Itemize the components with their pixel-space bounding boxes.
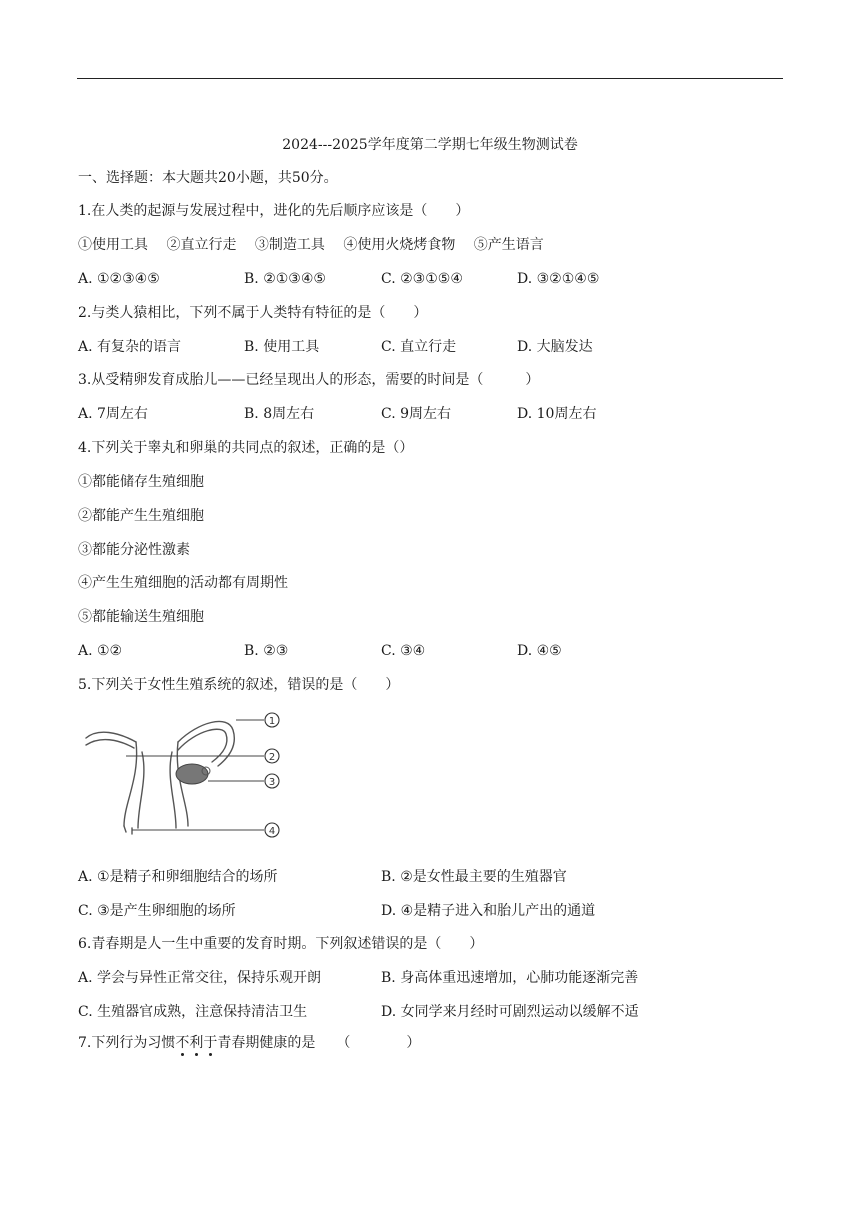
q2-option-a: A. 有复杂的语言 [78,339,182,355]
q7-emphasis-char: 于 [203,1035,218,1051]
q2-option-c: C. 直立行走 [381,339,457,355]
q1-option-d: D. ③②①④⑤ [517,271,600,287]
right-fallopian-tube [178,729,227,762]
q6-stem: 6.青春期是人一生中重要的发育时期。下列叙述错误的是（ ） [78,936,484,952]
q4-stem: 4.下列关于睾丸和卵巢的共同点的叙述，正确的是（） [78,440,414,456]
q1-option-a: A. ①②③④⑤ [78,271,160,287]
q5-option-c: C. ③是产生卵细胞的场所 [78,903,236,919]
q5-stem: 5.下列关于女性生殖系统的叙述，错误的是（ ） [78,677,400,693]
q1-stem: 1.在人类的起源与发展过程中，进化的先后顺序应该是（ ） [78,203,470,219]
q4-statement: ⑤都能输送生殖细胞 [78,609,204,625]
female-reproductive-system-diagram [78,708,298,838]
section-heading: 一、选择题：本大题共20小题，共50分。 [78,170,338,186]
q4-statement: ④产生生殖细胞的活动都有周期性 [78,575,288,591]
q6-option-b: B. 身高体重迅速增加，心肺功能逐渐完善 [381,970,639,986]
q4-statement: ②都能产生生殖细胞 [78,508,204,524]
q1-option-c: C. ②③①⑤④ [381,271,463,287]
q7-stem-before: 7.下列行为习惯 [78,1035,176,1051]
vagina [124,826,132,834]
q4-option-d: D. ④⑤ [517,643,562,659]
q2-stem: 2.与类人猿相比，下列不属于人类特有特征的是（ ） [78,305,428,321]
q5-option-d: D. ④是精子进入和胎儿产出的通道 [381,903,596,919]
q2-option-b: B. 使用工具 [244,339,320,355]
q6-option-d: D. 女同学来月经时可剧烈运动以缓解不适 [381,1004,639,1020]
uterus-inner [170,752,176,828]
q7-emphasis-char: 利 [189,1035,204,1051]
q1-items: ①使用工具 ②直立行走 ③制造工具 ④使用火烧烤食物 ⑤产生语言 [78,237,544,253]
q3-option-d: D. 10周左右 [517,406,597,422]
q3-option-c: C. 9周左右 [381,406,452,422]
q6-option-a: A. 学会与异性正常交往，保持乐观开朗 [78,970,322,986]
q4-option-b: B. ②③ [244,643,289,659]
q6-option-c: C. 生殖器官成熟，注意保持清洁卫生 [78,1004,308,1020]
q7-stem-after: 青春期健康的是 （ ） [217,1035,421,1051]
exam-title: 2024---2025学年度第二学期七年级生物测试卷 [282,137,578,153]
uterus-inner [138,752,144,828]
q5-option-a: A. ①是精子和卵细胞结合的场所 [78,869,278,885]
q4-option-a: A. ①② [78,643,123,659]
figure-label-4: 4 [268,826,276,837]
uterus-outline [124,742,137,826]
q5-option-b: B. ②是女性最主要的生殖器官 [381,869,567,885]
figure-label-3: 3 [268,777,276,788]
figure-label-2: 2 [268,752,276,763]
uterus-outline [177,742,188,826]
header-rule [77,78,783,79]
q4-statement: ①都能储存生殖细胞 [78,474,204,490]
q4-statement: ③都能分泌性激素 [78,542,190,558]
q4-option-c: C. ③④ [381,643,426,659]
q3-option-b: B. 8周左右 [244,406,315,422]
q3-stem: 3.从受精卵发育成胎儿——已经呈现出人的形态，需要的时间是（ ） [78,372,540,388]
q2-option-d: D. 大脑发达 [517,339,593,355]
q7-emphasis-char: 不 [175,1035,190,1051]
q7-stem [78,1033,420,1053]
left-fallopian-tube [86,740,134,748]
q3-option-a: A. 7周左右 [78,406,148,422]
figure-label-1: 1 [268,716,276,727]
q1-option-b: B. ②①③④⑤ [244,271,326,287]
